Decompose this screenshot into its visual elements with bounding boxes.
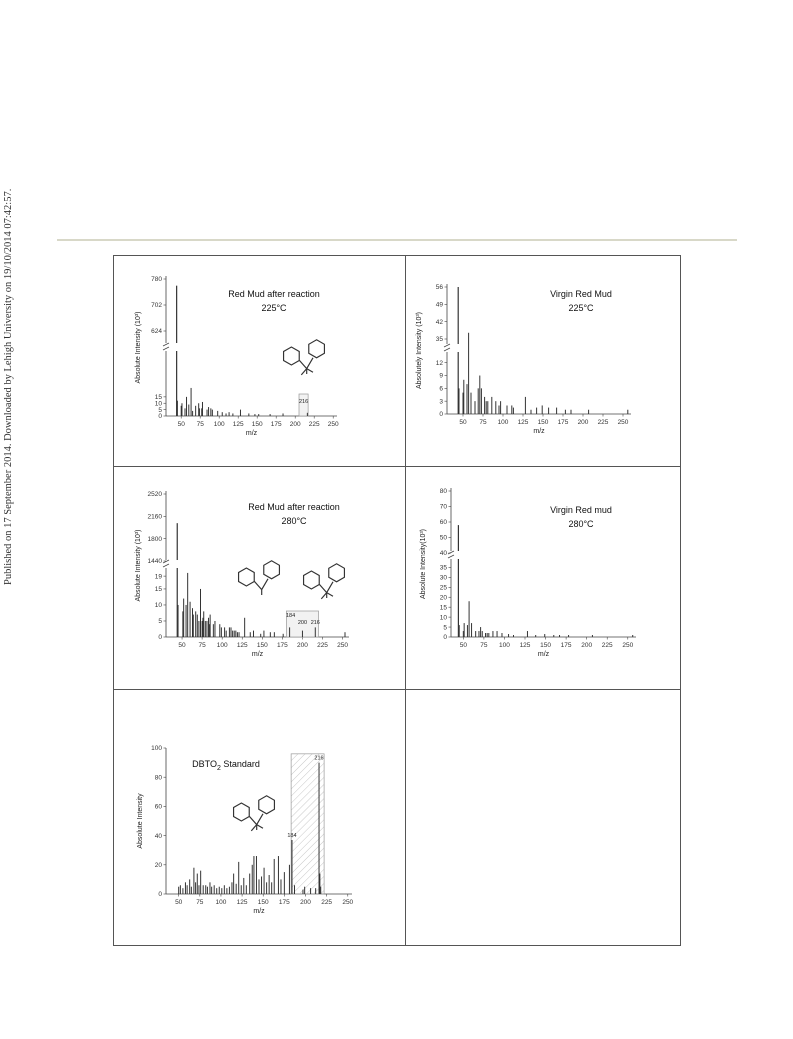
- x-tick-label: 250: [617, 419, 629, 426]
- x-tick-label: 200: [577, 419, 589, 426]
- chart-subtitle: 225°C: [261, 303, 287, 313]
- y-tick-label: 56: [435, 284, 443, 292]
- panel-virgin-red-mud-280: [405, 466, 681, 690]
- y-tick-label: 624: [151, 328, 162, 336]
- x-tick-label: 250: [327, 421, 339, 428]
- axis-break-mark: [163, 343, 169, 350]
- x-tick-label: 175: [560, 642, 572, 649]
- y-tick-label: 12: [435, 359, 443, 367]
- y-tick-label: 60: [439, 519, 447, 527]
- y-tick-label: 25: [439, 584, 447, 592]
- y-tick-label: 5: [158, 618, 162, 626]
- x-tick-label: 250: [342, 899, 354, 906]
- y-tick-label: 20: [154, 862, 162, 869]
- chart-title: Virgin Red mud: [550, 505, 612, 515]
- x-tick-label: 175: [270, 421, 282, 428]
- x-tick-label: 100: [497, 419, 509, 426]
- title-subscript: 2: [216, 765, 221, 772]
- x-axis-label: m/z: [253, 908, 265, 915]
- y-tick-label: 10: [439, 614, 447, 622]
- y-tick-label: 702: [151, 302, 162, 310]
- header-rule: [57, 239, 737, 241]
- molecule-bonds: [304, 564, 345, 598]
- x-tick-label: 175: [557, 419, 569, 426]
- x-tick-label: 125: [232, 421, 244, 428]
- x-tick-label: 225: [317, 642, 328, 649]
- y-tick-label: 40: [154, 832, 162, 840]
- x-tick-label: 125: [519, 642, 531, 649]
- x-tick-label: 200: [581, 642, 593, 649]
- x-tick-label: 125: [517, 419, 529, 426]
- x-tick-label: 200: [297, 642, 308, 649]
- y-axis-label: Absolute Intensity (10³): [135, 311, 142, 384]
- y-axis-label: Absolute Intensity (10³): [135, 529, 142, 602]
- y-axis-label: Absolute Intensity: [137, 793, 144, 849]
- chart-subtitle: 225°C: [568, 303, 594, 313]
- chart-title: [192, 759, 260, 772]
- y-tick-label: 3: [439, 398, 443, 406]
- y-tick-label: 0: [443, 634, 447, 642]
- x-tick-label: 75: [196, 421, 204, 428]
- x-axis-label: m/z: [251, 651, 264, 658]
- y-tick-label: 70: [439, 503, 447, 511]
- chart-svg: [114, 467, 407, 691]
- title-main: DBTO: [192, 759, 217, 769]
- x-axis-label: m/z: [537, 651, 550, 658]
- panel-red-mud-280: [113, 466, 406, 690]
- dbto-structure-icon: [239, 561, 280, 595]
- x-tick-label: 250: [337, 642, 349, 649]
- chart-svg: [406, 467, 682, 691]
- chart-svg: [114, 256, 407, 468]
- peak-annotation: 184: [286, 613, 296, 619]
- highlight-box: [299, 394, 308, 416]
- panel-empty: [405, 689, 681, 946]
- panel-virgin-red-mud-225: [405, 255, 681, 467]
- x-tick-label: 150: [256, 642, 268, 649]
- y-tick-label: 10: [154, 602, 162, 610]
- y-tick-label: 20: [439, 594, 447, 602]
- molecule-bonds: [234, 796, 275, 830]
- x-tick-label: 150: [251, 421, 263, 428]
- x-tick-label: 75: [196, 899, 204, 906]
- x-tick-label: 225: [601, 642, 613, 649]
- x-tick-label: 100: [215, 899, 227, 906]
- dbto2-structure-icon: [304, 564, 345, 599]
- y-tick-label: 35: [435, 336, 443, 344]
- x-tick-label: 125: [236, 642, 248, 649]
- y-axis-label: Absolute Intensity(10³): [420, 528, 427, 600]
- x-tick-label: 75: [480, 642, 488, 649]
- y-tick-label: 0: [439, 411, 443, 419]
- chart-subtitle: 280°C: [281, 516, 307, 526]
- chart-svg: [406, 256, 682, 468]
- chart-title: Red Mud after reaction: [228, 289, 320, 299]
- y-tick-label: 42: [435, 318, 443, 326]
- x-tick-label: 100: [216, 642, 228, 649]
- x-tick-label: 200: [300, 899, 311, 906]
- axis-break-mark: [444, 344, 450, 351]
- y-tick-label: 35: [439, 564, 447, 572]
- dbto2-structure-icon: [284, 340, 325, 375]
- y-tick-label: 30: [439, 574, 447, 582]
- y-tick-label: 10: [154, 400, 162, 408]
- x-tick-label: 225: [321, 899, 333, 906]
- x-tick-label: 125: [236, 899, 248, 906]
- x-tick-label: 100: [213, 421, 225, 428]
- y-tick-label: 15: [154, 586, 162, 594]
- x-axis-label: m/z: [245, 430, 258, 437]
- x-tick-label: 50: [459, 419, 467, 426]
- peak-annotation: 184: [287, 832, 297, 839]
- download-notice: Published on 17 September 2014. Downloaded by Lehigh University on 19/10/2014 07:42:57.: [3, 188, 14, 585]
- y-tick-label: 60: [154, 803, 162, 811]
- y-axis-label: Absolutely Intensity (10³): [416, 311, 423, 390]
- y-tick-label: 5: [158, 406, 162, 414]
- chart-title: Red Mud after reaction: [248, 502, 340, 512]
- x-tick-label: 200: [289, 421, 301, 428]
- y-tick-label: 2160: [147, 513, 162, 521]
- y-tick-label: 40: [439, 550, 447, 558]
- x-tick-label: 150: [257, 899, 269, 906]
- peak-annotation: 200: [297, 620, 308, 626]
- y-tick-label: 5: [443, 624, 447, 632]
- x-tick-label: 175: [276, 642, 288, 649]
- x-tick-label: 150: [537, 419, 549, 426]
- panel-red-mud-225: [113, 255, 406, 467]
- y-tick-label: 80: [439, 488, 447, 496]
- x-tick-label: 50: [177, 421, 185, 428]
- molecule-bonds: [284, 340, 325, 374]
- x-tick-label: 225: [308, 421, 320, 428]
- y-tick-label: 1440: [147, 558, 162, 566]
- x-tick-label: 75: [198, 642, 206, 649]
- y-tick-label: 9: [439, 372, 443, 380]
- x-tick-label: 150: [540, 642, 551, 649]
- dbto2-structure-icon: [234, 796, 275, 831]
- y-tick-label: 6: [439, 385, 443, 393]
- y-tick-label: 0: [158, 634, 162, 642]
- x-tick-label: 50: [459, 642, 467, 649]
- y-tick-label: 49: [435, 301, 443, 309]
- y-tick-label: 19: [154, 573, 162, 581]
- y-tick-label: 100: [151, 745, 162, 753]
- x-tick-label: 50: [178, 642, 186, 649]
- x-axis-label: m/z: [533, 428, 545, 435]
- y-tick-label: 50: [439, 534, 447, 542]
- chart-svg: [114, 690, 407, 947]
- panel-dbto2-standard: [113, 689, 406, 946]
- x-tick-label: 75: [479, 419, 487, 426]
- y-tick-label: 2520: [147, 491, 162, 499]
- molecule-bonds: [239, 561, 280, 595]
- y-tick-label: 80: [154, 774, 162, 782]
- y-tick-label: 15: [154, 394, 162, 402]
- peak-annotation: 216: [314, 755, 324, 762]
- x-tick-label: 175: [278, 899, 290, 906]
- peak-annotation: 216: [310, 620, 320, 626]
- x-tick-label: 50: [175, 899, 183, 906]
- y-tick-label: 780: [151, 276, 162, 284]
- y-tick-label: 0: [158, 891, 162, 899]
- chart-title: Virgin Red Mud: [550, 289, 612, 299]
- y-tick-label: 1800: [147, 535, 162, 543]
- title-suffix: Standard: [220, 759, 260, 769]
- axis-break-mark: [448, 551, 454, 558]
- y-tick-label: 0: [158, 413, 162, 421]
- y-tick-label: 15: [439, 604, 447, 612]
- peak-annotation: 216: [298, 399, 309, 405]
- x-tick-label: 250: [622, 642, 634, 649]
- x-tick-label: 100: [499, 642, 510, 649]
- chart-subtitle: 280°C: [568, 519, 594, 529]
- x-tick-label: 225: [597, 419, 609, 426]
